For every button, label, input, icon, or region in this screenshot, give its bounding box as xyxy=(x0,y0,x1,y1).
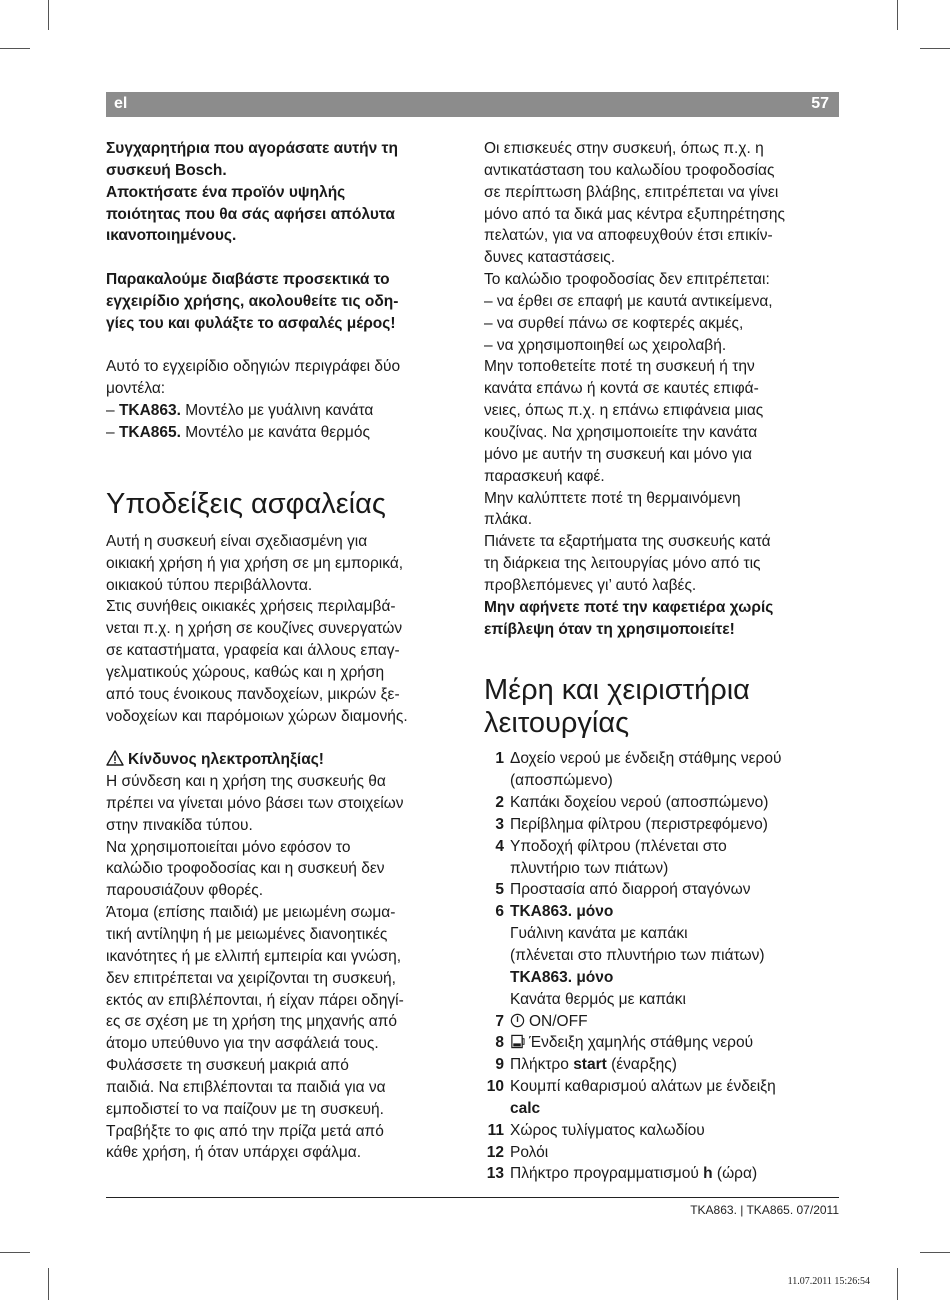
never-leave-warning xyxy=(484,597,844,641)
read-instructions-paragraph xyxy=(106,269,466,335)
warning-heading xyxy=(106,749,466,771)
list-item: 13 Πλήκτρο προγραμματισμού h (ώρα) xyxy=(486,1165,758,1183)
text-line: τική αντίληψη ή με μειωμένες διανοητικές xyxy=(106,926,388,943)
page-number: 57 xyxy=(811,95,829,112)
text-line: Αυτό το εγχειρίδιο οδηγιών περιγράφει δύο xyxy=(106,358,401,376)
text-line: νεται π.χ. η χρήση σε κουζίνες συνεργατών xyxy=(106,620,403,638)
list-item: 9 Πλήκτρο start (έναρξης) xyxy=(495,1056,677,1074)
model-item: – TKA865. Μοντέλο με κανάτα θερμός xyxy=(106,423,370,441)
text-line: ες σε σχέση με τη χρήση της μηχανής από xyxy=(106,1013,398,1031)
list-item: 8 Ένδειξη χαμηλής στάθμης νερού xyxy=(495,1034,754,1052)
warning-title: Κίνδυνος ηλεκτροπληξίας! xyxy=(128,751,324,769)
language-code: el xyxy=(114,95,128,112)
text-line: παρουσιάζουν φθορές. xyxy=(106,882,264,900)
list-item: 11 Χώρος τυλίγματος καλωδίου xyxy=(487,1121,705,1139)
text-line: γελματικούς χώρους, καθώς και η χρήση xyxy=(106,663,385,681)
page-header-bar xyxy=(106,92,839,117)
list-item: 4 Υποδοχή φίλτρου (πλένεται στο πλυντήριο των πιάτων) xyxy=(495,837,727,877)
text-line: συσκευή Bosch. xyxy=(106,161,227,179)
text-line: εκτός αν επιβλέπονται, ή είχαν πάρει οδηγί- xyxy=(106,991,404,1009)
text-line: Οι επισκευές στην συσκευή, όπως π.χ. η xyxy=(484,140,764,157)
warning-paragraph xyxy=(106,771,466,1164)
repair-paragraph xyxy=(484,138,844,597)
left-column xyxy=(106,138,466,1164)
intro-paragraph xyxy=(106,138,466,247)
list-item: 2 Καπάκι δοχείου νερού (αποσπώμενο) xyxy=(495,794,769,812)
text-line: τη διάρκεια της λειτουργίας μόνο από τις xyxy=(484,555,761,573)
text-line: σε καταστήματα, γραφεία και άλλους επαγ- xyxy=(106,642,400,660)
text-line: – να έρθει σε επαφή με καυτά αντικείμενα, xyxy=(484,292,773,310)
text-line: Μην τοποθετείτε ποτέ τη συσκευή ή την xyxy=(484,358,755,376)
text-line: δεν επιτρέπεται να χειρίζονται τη συσκευή, xyxy=(106,969,396,987)
list-item: 1 Δοχείο νερού με ένδειξη στάθμης νερού (αποσπώμενο) xyxy=(495,750,782,790)
list-item: 7 ON/OFF xyxy=(495,1012,588,1030)
text-line: Μην καλύπτετε ποτέ τη θερμαινόμενη xyxy=(484,489,741,507)
text-line: γίες του και φυλάξτε το ασφαλές μέρος! xyxy=(106,314,396,332)
text-line: Αυτή η συσκευή είναι σχεδιασμένη για xyxy=(106,532,368,550)
text-line: στην πινακίδα τύπου. xyxy=(106,816,253,834)
text-line: ικανοποιημένους. xyxy=(106,227,237,245)
text-line: ποιότητας που θα σάς αφήσει απόλυτα xyxy=(106,205,395,223)
text-line: κανάτα επάνω ή κοντά σε καυτές επιφά- xyxy=(484,380,759,398)
text-line: αντικατάσταση του καλωδίου τροφοδοσίας xyxy=(484,161,775,179)
model-item: – TKA863. Μοντέλο με γυάλινη κανάτα xyxy=(106,402,374,420)
text-line: – να συρθεί πάνω σε κοφτερές ακμές, xyxy=(484,314,744,332)
low-water-icon xyxy=(510,1034,525,1049)
text-line: πλάκα. xyxy=(484,511,532,529)
list-item: 10 Κουμπί καθαρισμού αλάτων με ένδειξη calc xyxy=(486,1078,776,1117)
text-line: δυνες καταστάσεις. xyxy=(484,249,616,267)
text-line: Η σύνδεση και η χρήση της συσκευής θα xyxy=(106,773,386,791)
text-line: από τους ένοικους πανδοχείων, μικρών ξε- xyxy=(106,685,400,703)
footer-model-date: TKA863. | TKA865. 07/2011 xyxy=(690,1203,839,1217)
right-column xyxy=(484,138,844,1185)
text-line: σε περίπτωση βλάβης, επιτρέπεται να γίνει xyxy=(484,183,779,201)
list-item: 3 Περίβλημα φίλτρου (περιστρεφόμενο) xyxy=(495,815,768,833)
text-line: ικανότητες ή με ελλιπή εμπειρία και γνώση, xyxy=(106,947,401,965)
text-line: κάθε χρήση, ή όταν υπάρχει σφάλμα. xyxy=(106,1144,362,1162)
text-line: μόνο με αυτήν τη συσκευή και μόνο για xyxy=(484,445,752,463)
power-icon xyxy=(510,1013,525,1028)
text-line: μοντέλα: xyxy=(106,380,166,398)
crop-mark xyxy=(0,1252,30,1253)
text-line: Τραβήξτε το φις από την πρίζα μετά από xyxy=(106,1122,384,1140)
text-line: μόνο από τα δικά μας κέντρα εξυπηρέτησης xyxy=(484,205,785,223)
text-line: Παρακαλούμε διαβάστε προσεκτικά το xyxy=(106,271,390,289)
text-line: Στις συνήθεις οικιακές χρήσεις περιλαμβά- xyxy=(106,598,396,616)
text-line: παρασκευή καφέ. xyxy=(484,467,605,485)
text-line: οικιακή χρήση ή για χρήση σε μη εμπορικά, xyxy=(106,554,404,572)
crop-mark xyxy=(920,1252,950,1253)
crop-mark xyxy=(48,0,49,30)
text-line: εμποδιστεί το να παίζουν με τη συσκευή. xyxy=(106,1100,384,1118)
crop-mark xyxy=(897,0,898,30)
parts-heading: Μέρη και χειριστήρια λειτουργίας xyxy=(484,674,750,740)
text-line: κουζίνας. Να χρησιμοποιείτε την κανάτα xyxy=(484,423,758,441)
text-line: Φυλάσσετε τη συσκευή μακριά από xyxy=(106,1057,349,1075)
text-line: Πιάνετε τα εξαρτήματα της συσκευής κατά xyxy=(484,533,771,551)
text-line: προβλεπόμενες γι’ αυτό λαβές. xyxy=(484,576,697,594)
text-line: Μην αφήνετε ποτέ την καφετιέρα χωρίς xyxy=(484,598,774,616)
text-line: – να χρησιμοποιηθεί ως χειρολαβή. xyxy=(484,336,727,354)
safety-paragraph xyxy=(106,531,466,728)
text-line: Συγχαρητήρια που αγοράσατε αυτήν τη xyxy=(106,140,398,157)
text-line: Άτομα (επίσης παιδιά) με μειωμένη σωμα- xyxy=(106,904,396,922)
warning-triangle-icon xyxy=(106,750,124,766)
text-line: καλώδιο τροφοδοσίας και η συσκευή δεν xyxy=(106,860,385,878)
safety-heading: Υποδείξεις ασφαλείας xyxy=(106,487,386,520)
crop-mark xyxy=(897,1268,898,1300)
text-line: οικιακού τύπου περιβάλλοντα. xyxy=(106,576,313,594)
footer-divider xyxy=(106,1197,839,1198)
crop-mark xyxy=(0,48,30,49)
text-line: πρέπει να γίνεται μόνο βάσει των στοιχείων xyxy=(106,794,404,812)
text-line: νοδοχείων και παρόμοιων χώρων διαμονής. xyxy=(106,707,408,725)
list-item: 5 Προστασία από διαρροή σταγόνων xyxy=(495,881,751,899)
text-line: επίβλεψη όταν τη χρησιμοποιείτε! xyxy=(484,620,735,638)
list-item: 12 Ρολόι xyxy=(486,1143,549,1161)
text-line: Αποκτήσατε ένα προϊόν υψηλής xyxy=(106,183,346,201)
print-timestamp: 11.07.2011 15:26:54 xyxy=(787,1276,870,1287)
text-line: εγχειρίδιο χρήσης, ακολουθείτε τις οδη- xyxy=(106,292,399,310)
models-paragraph xyxy=(106,356,466,443)
text-line: Το καλώδιο τροφοδοσίας δεν επιτρέπεται: xyxy=(484,271,770,289)
text-line: πελατών, για να αποφευχθούν έτσι επικίν- xyxy=(484,227,773,245)
list-item: 6 TKA863. μόνο Γυάλινη κανάτα με καπάκι (πλένεται στο πλυντήριο των πιάτων) TKA863. μόνο Κανάτα θερμός με καπάκι xyxy=(495,903,765,1008)
text-line: άτομο υπεύθυνο για την ασφάλειά τους. xyxy=(106,1035,379,1053)
text-line: νειες, όπως π.χ. η επάνω επιφάνεια μιας xyxy=(484,402,764,420)
parts-list xyxy=(484,748,844,1185)
text-line: παιδιά. Να επιβλέπονται τα παιδιά για να xyxy=(106,1078,386,1096)
text-line: Να χρησιμοποιείται μόνο εφόσον το xyxy=(106,838,351,856)
crop-mark xyxy=(48,1268,49,1300)
crop-mark xyxy=(920,48,950,49)
